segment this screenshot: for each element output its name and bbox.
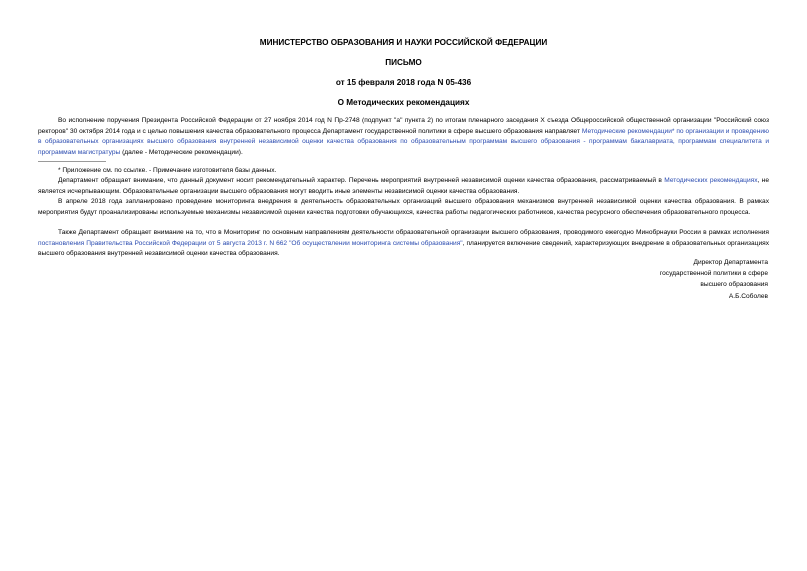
document-type-heading: ПИСЬМО [385, 58, 422, 67]
paragraph-1-text-end: (далее - Методические рекомендации). [120, 148, 243, 156]
document-subject: О Методических рекомендациях [337, 98, 470, 107]
footnote [38, 166, 769, 177]
government-decree-link[interactable]: постановления Правительства Российской Федерации от 5 августа 2013 г. N 662 "Об осуществлении мониторинга системы образования" [38, 239, 463, 247]
signature-name: А.Б.Соболев [728, 292, 768, 300]
paragraph-2-text: Департамент обращает внимание, что данный документ носит рекомендательный характер. Перечень мероприятий внутренней независимой оценки качества образования, рассматриваемый в [58, 177, 665, 184]
paragraph-3 [38, 197, 769, 218]
paragraph-2-text-end: , не является исчерпывающим. Образовательные организации высшего образования могут вводить иные элементы независимой оценки качества образования. [38, 177, 769, 195]
methodical-recommendations-link-2[interactable]: Методических рекомендациях [664, 177, 758, 184]
signature-position-3: высшего образования [700, 281, 768, 289]
signature-block [660, 257, 768, 302]
paragraph-4 [38, 228, 769, 260]
signature-position-2: государственной политики в сфере [659, 270, 768, 278]
signature-position-1: Директор Департамента [693, 259, 768, 266]
paragraph-1-text: Во исполнение поручения Президента Российской Федерации от 27 ноября 2014 год N Пр-2748 (подпункт "а" пункта 2) по итогам пленарного заседания X съезда Общероссийской общественной организации "Российский союз ректоров" 30 октября 2014 года и с целью повышения качества образовательного процесса Департамент государственной политики в сфере высшего образования направляет [38, 117, 769, 135]
paragraph-2 [38, 176, 769, 197]
methodical-recommendations-link[interactable]: Методические рекомендации* по организации и проведению в образовательных организациях высшего образования внутренней независимой оценки качества образования по образовательным программам высшего образования - программам бакалавриата, программам специалитета и программам магистратуры [38, 127, 769, 156]
footnote-text: * Приложение см. по ссылке. - Примечание изготовителя базы данных. [58, 167, 277, 174]
paragraph-1 [38, 116, 769, 158]
footnote-separator [38, 161, 106, 162]
paragraph-4-text-end: , планируется включение сведений, характеризующих внедрение в образовательных организациях высшего образования внутренней независимой оценки качества образования. [38, 239, 769, 258]
ministry-heading: МИНИСТЕРСТВО ОБРАЗОВАНИЯ И НАУКИ РОССИЙСКОЙ ФЕДЕРАЦИИ [259, 38, 548, 47]
document-date-number: от 15 февраля 2018 года N 05-436 [335, 78, 472, 87]
paragraph-4-text: Также Департамент обращает внимание на то, что в Мониторинг по основным направлениям деятельности образовательной организации высшего образования, проводимого ежегодно Минобрнауки России в рамках исполнения [58, 229, 769, 236]
paragraph-3-text: В апреле 2018 года запланировано проведение мониторинга внедрения в деятельность образовательных организаций высшего образования механизмов внутренней независимой оценки качества образования. В рамках мероприятия будут проанализированы используемые механизмы независимой оценки качества подготовки обучающихся, качества работы педагогических работников, качества ресурсного обеспечения образовательного процесса. [38, 198, 769, 216]
